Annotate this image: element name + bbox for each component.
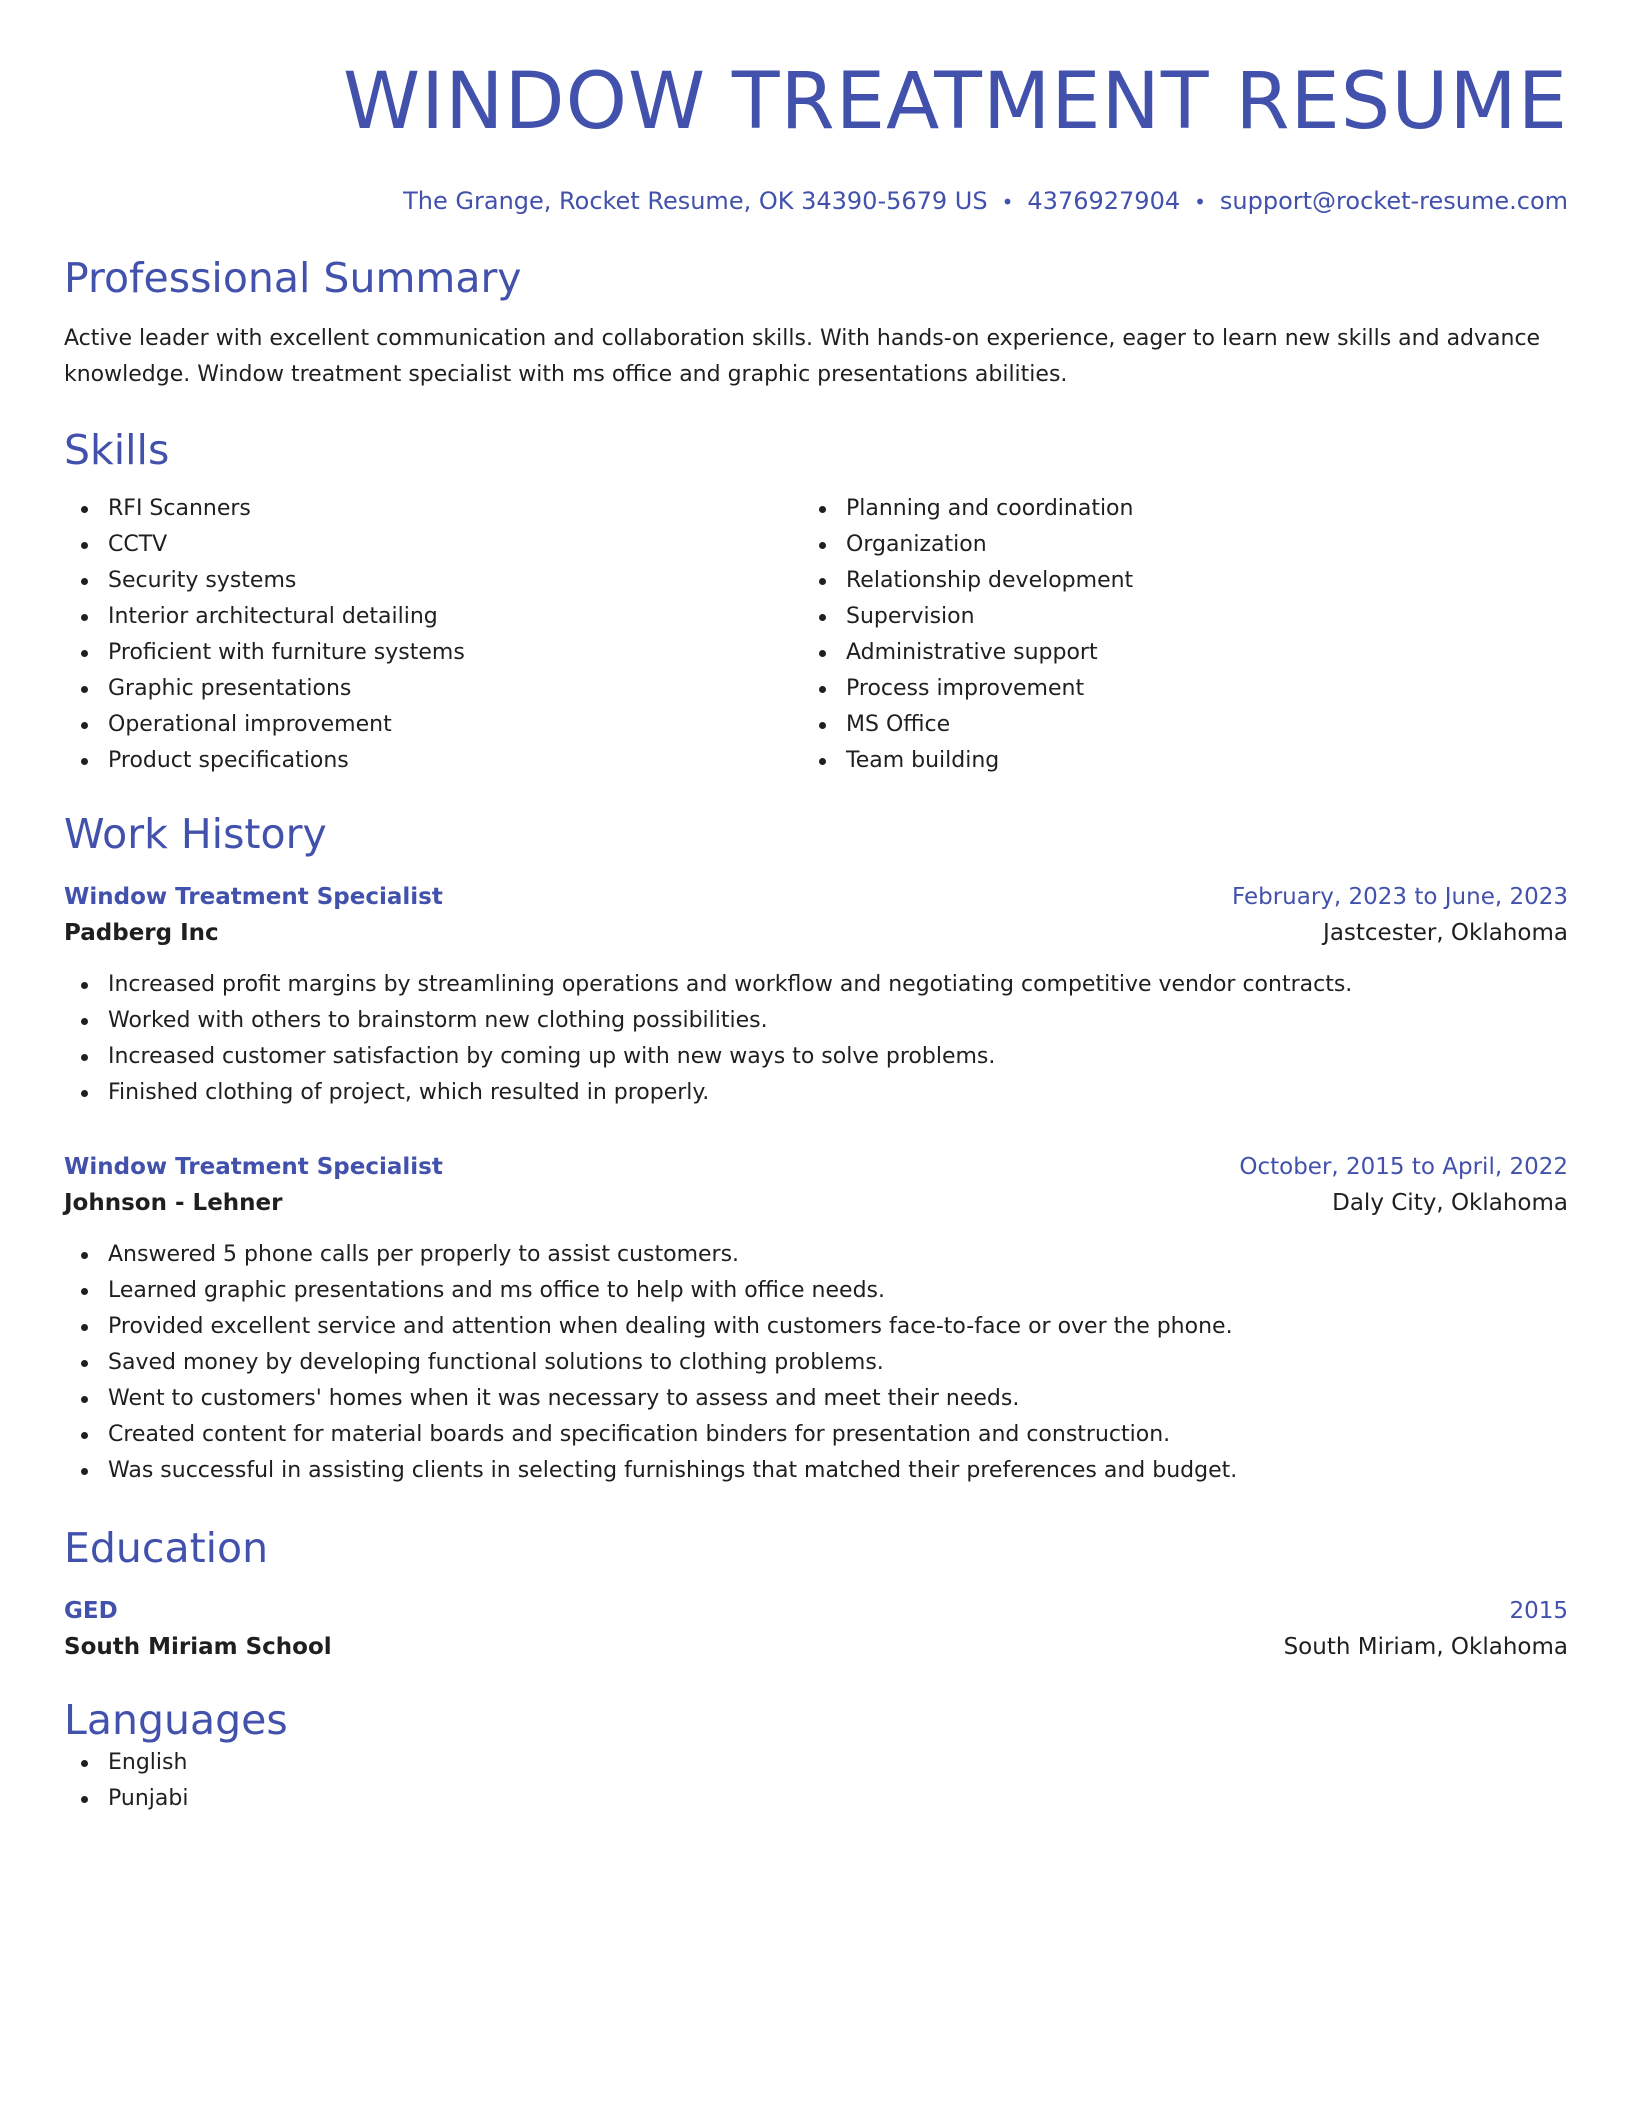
contact-address: The Grange, Rocket Resume, OK 34390-5679 US xyxy=(403,187,988,215)
skill-item: CCTV xyxy=(64,527,802,563)
job-location: Daly City, Oklahoma xyxy=(1332,1190,1568,1216)
skills-column-right xyxy=(802,491,1540,779)
summary-text: Active leader with excellent communication and collaboration skills. With hands-on experience, eager to learn new skills and advance knowledge. Window treatment specialist with ms office and graphic presentations abilities. xyxy=(64,326,1541,387)
skill-item: Operational improvement xyxy=(64,707,802,743)
job-location: Jastcester, Oklahoma xyxy=(1323,920,1568,946)
education-school-row xyxy=(64,1629,1568,1665)
skill-item: MS Office xyxy=(802,707,1540,743)
job-duty-item: Provided excellent service and attention when dealing with customers face-to-face or over the phone. xyxy=(64,1309,1568,1345)
skill-item: RFI Scanners xyxy=(64,491,802,527)
languages-section xyxy=(64,1695,1568,1817)
job-duty-item: Increased profit margins by streamlining operations and workflow and negotiating competitive vendor contracts. xyxy=(64,967,1568,1003)
skill-item: Supervision xyxy=(802,599,1540,635)
job-duty-item: Saved money by developing functional solutions to clothing problems. xyxy=(64,1345,1568,1381)
education-degree-row xyxy=(64,1593,1568,1629)
job-title-row xyxy=(64,1149,1568,1185)
education-degree: GED xyxy=(64,1598,118,1624)
skill-item: Relationship development xyxy=(802,563,1540,599)
contact-separator: • xyxy=(1194,190,1206,214)
job-title: Window Treatment Specialist xyxy=(64,884,443,910)
job-duty-item: Created content for material boards and specification binders for presentation and construction. xyxy=(64,1417,1568,1453)
job-employer: Padberg Inc xyxy=(64,920,219,946)
contact-line xyxy=(64,186,1568,217)
job-dates: February, 2023 to June, 2023 xyxy=(1231,884,1568,910)
skill-item: Team building xyxy=(802,743,1540,779)
languages-list xyxy=(64,1745,1568,1817)
job-entry xyxy=(64,1149,1568,1489)
job-duty-item: Finished clothing of project, which resulted in properly. xyxy=(64,1075,1568,1111)
contact-email: support@rocket-resume.com xyxy=(1219,187,1568,215)
contact-phone: 4376927904 xyxy=(1027,187,1181,215)
job-duty-item: Increased customer satisfaction by coming up with new ways to solve problems. xyxy=(64,1039,1568,1075)
languages-heading: Languages xyxy=(64,1696,288,1744)
job-employer: Johnson - Lehner xyxy=(64,1190,283,1216)
language-item: Punjabi xyxy=(64,1781,1568,1817)
job-duties-list xyxy=(64,1237,1568,1489)
job-duties-list xyxy=(64,967,1568,1111)
job-dates: October, 2015 to April, 2022 xyxy=(1239,1154,1568,1180)
education-year: 2015 xyxy=(1509,1598,1568,1624)
job-duty-item: Answered 5 phone calls per properly to assist customers. xyxy=(64,1237,1568,1273)
summary-heading: Professional Summary xyxy=(64,254,522,302)
education-heading: Education xyxy=(64,1524,269,1572)
education-section xyxy=(64,1523,1568,1665)
education-location: South Miriam, Oklahoma xyxy=(1283,1634,1568,1660)
job-title-row xyxy=(64,879,1568,915)
job-entry xyxy=(64,879,1568,1111)
resume-title: WINDOW TREATMENT RESUME xyxy=(343,57,1568,147)
job-duty-item: Worked with others to brainstorm new clothing possibilities. xyxy=(64,1003,1568,1039)
skill-item: Process improvement xyxy=(802,671,1540,707)
work-history-section xyxy=(64,809,1568,1489)
skill-item: Organization xyxy=(802,527,1540,563)
skills-column-left xyxy=(64,491,802,779)
education-school: South Miriam School xyxy=(64,1634,332,1660)
skills-list-right xyxy=(802,491,1540,779)
language-item: English xyxy=(64,1745,1568,1781)
job-duty-item: Was successful in assisting clients in selecting furnishings that matched their preferences and budget. xyxy=(64,1453,1568,1489)
job-employer-row xyxy=(64,1185,1568,1221)
job-duty-item: Went to customers' homes when it was necessary to assess and meet their needs. xyxy=(64,1381,1568,1417)
skill-item: Planning and coordination xyxy=(802,491,1540,527)
skill-item: Interior architectural detailing xyxy=(64,599,802,635)
job-duty-item: Learned graphic presentations and ms office to help with office needs. xyxy=(64,1273,1568,1309)
skills-grid xyxy=(64,491,1568,779)
job-title: Window Treatment Specialist xyxy=(64,1154,443,1180)
skill-item: Product specifications xyxy=(64,743,802,779)
skill-item: Graphic presentations xyxy=(64,671,802,707)
skills-section xyxy=(64,425,1568,779)
skills-list-left xyxy=(64,491,802,779)
resume-header xyxy=(64,0,1568,217)
skill-item: Security systems xyxy=(64,563,802,599)
education-entry xyxy=(64,1593,1568,1665)
work-history-heading: Work History xyxy=(64,810,327,858)
skill-item: Proficient with furniture systems xyxy=(64,635,802,671)
skill-item: Administrative support xyxy=(802,635,1540,671)
skills-heading: Skills xyxy=(64,426,170,474)
summary-section xyxy=(64,253,1568,393)
job-employer-row xyxy=(64,915,1568,951)
contact-separator: • xyxy=(1001,190,1014,214)
